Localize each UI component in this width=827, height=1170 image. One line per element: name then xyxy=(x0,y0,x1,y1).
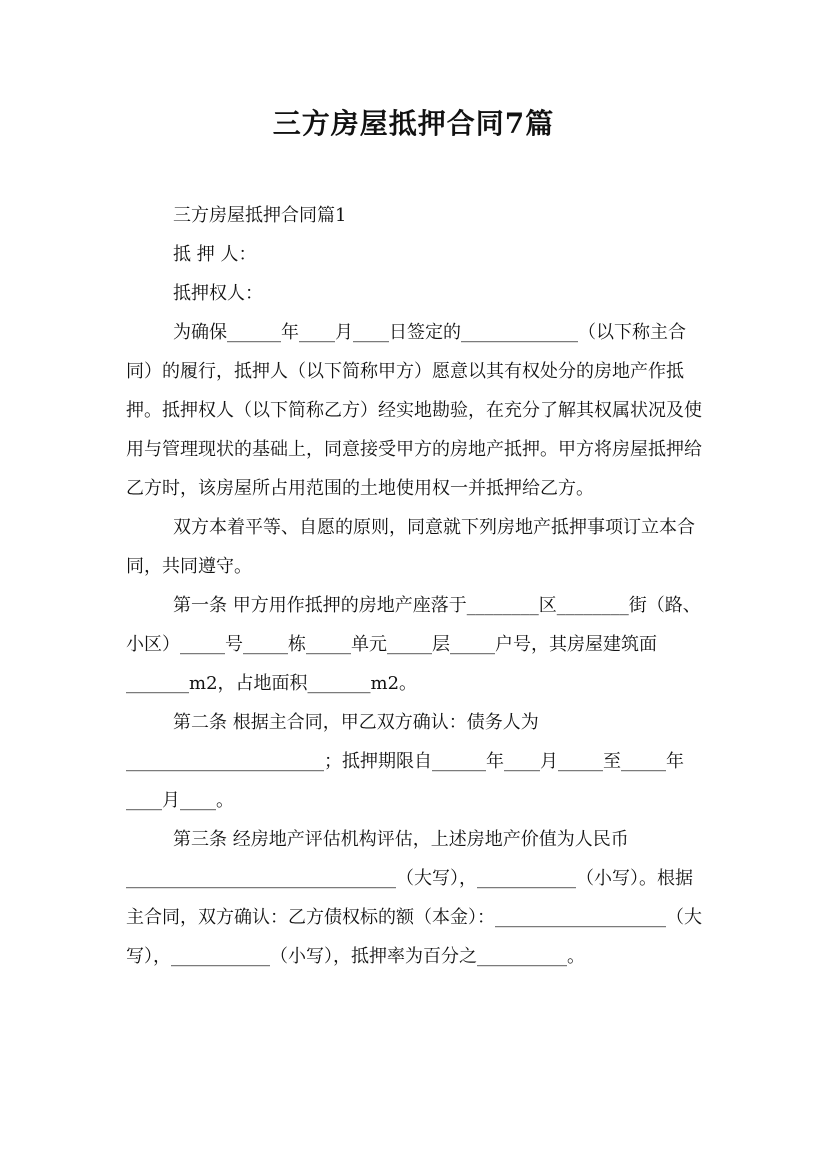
document-body xyxy=(126,196,706,976)
mortgagee-label: 抵押权人： xyxy=(173,283,263,304)
paragraph-principle: 双方本着平等、自愿的原则，同意就下列房地产抵押事项订立本合同，共同遵守。 xyxy=(126,517,695,577)
paragraph-article-2: 第二条 根据主合同，甲乙双方确认：债务人为______________________；抵押期限自______年____月_____至_____年____月____。 xyxy=(126,712,684,811)
mortgagor-label: 抵 押 人： xyxy=(173,244,257,265)
document-title: 三方房屋抵押合同7篇 xyxy=(272,107,555,140)
paragraph-article-3: 第三条 经房地产评估机构评估，上述房地产价值为人民币______________________________（大写），___________（小写）。根据主合同，双方确认：乙方债权标的额（本金）：___________________（大写），___________（小写），抵押率为百分之__________。 xyxy=(126,829,702,967)
paragraph-purpose: 为确保______年____月____日签定的_____________（以下称主合同）的履行，抵押人（以下简称甲方）愿意以其有权处分的房地产作抵押。抵押权人（以下简称乙方）经实地勘验，在充分了解其权属状况及使用与管理现状的基础上，同意接受甲方的房地产抵押。甲方将房屋抵押给乙方时，该房屋所占用范围的土地使用权一并抵押给乙方。 xyxy=(126,322,702,499)
section-heading: 三方房屋抵押合同篇1 xyxy=(173,205,347,226)
paragraph-article-1: 第一条 甲方用作抵押的房地产座落于________区________街（路、小区）_____号_____栋_____单元_____层_____户号，其房屋建筑面_______m2，占地面积_______m2。 xyxy=(126,595,701,694)
